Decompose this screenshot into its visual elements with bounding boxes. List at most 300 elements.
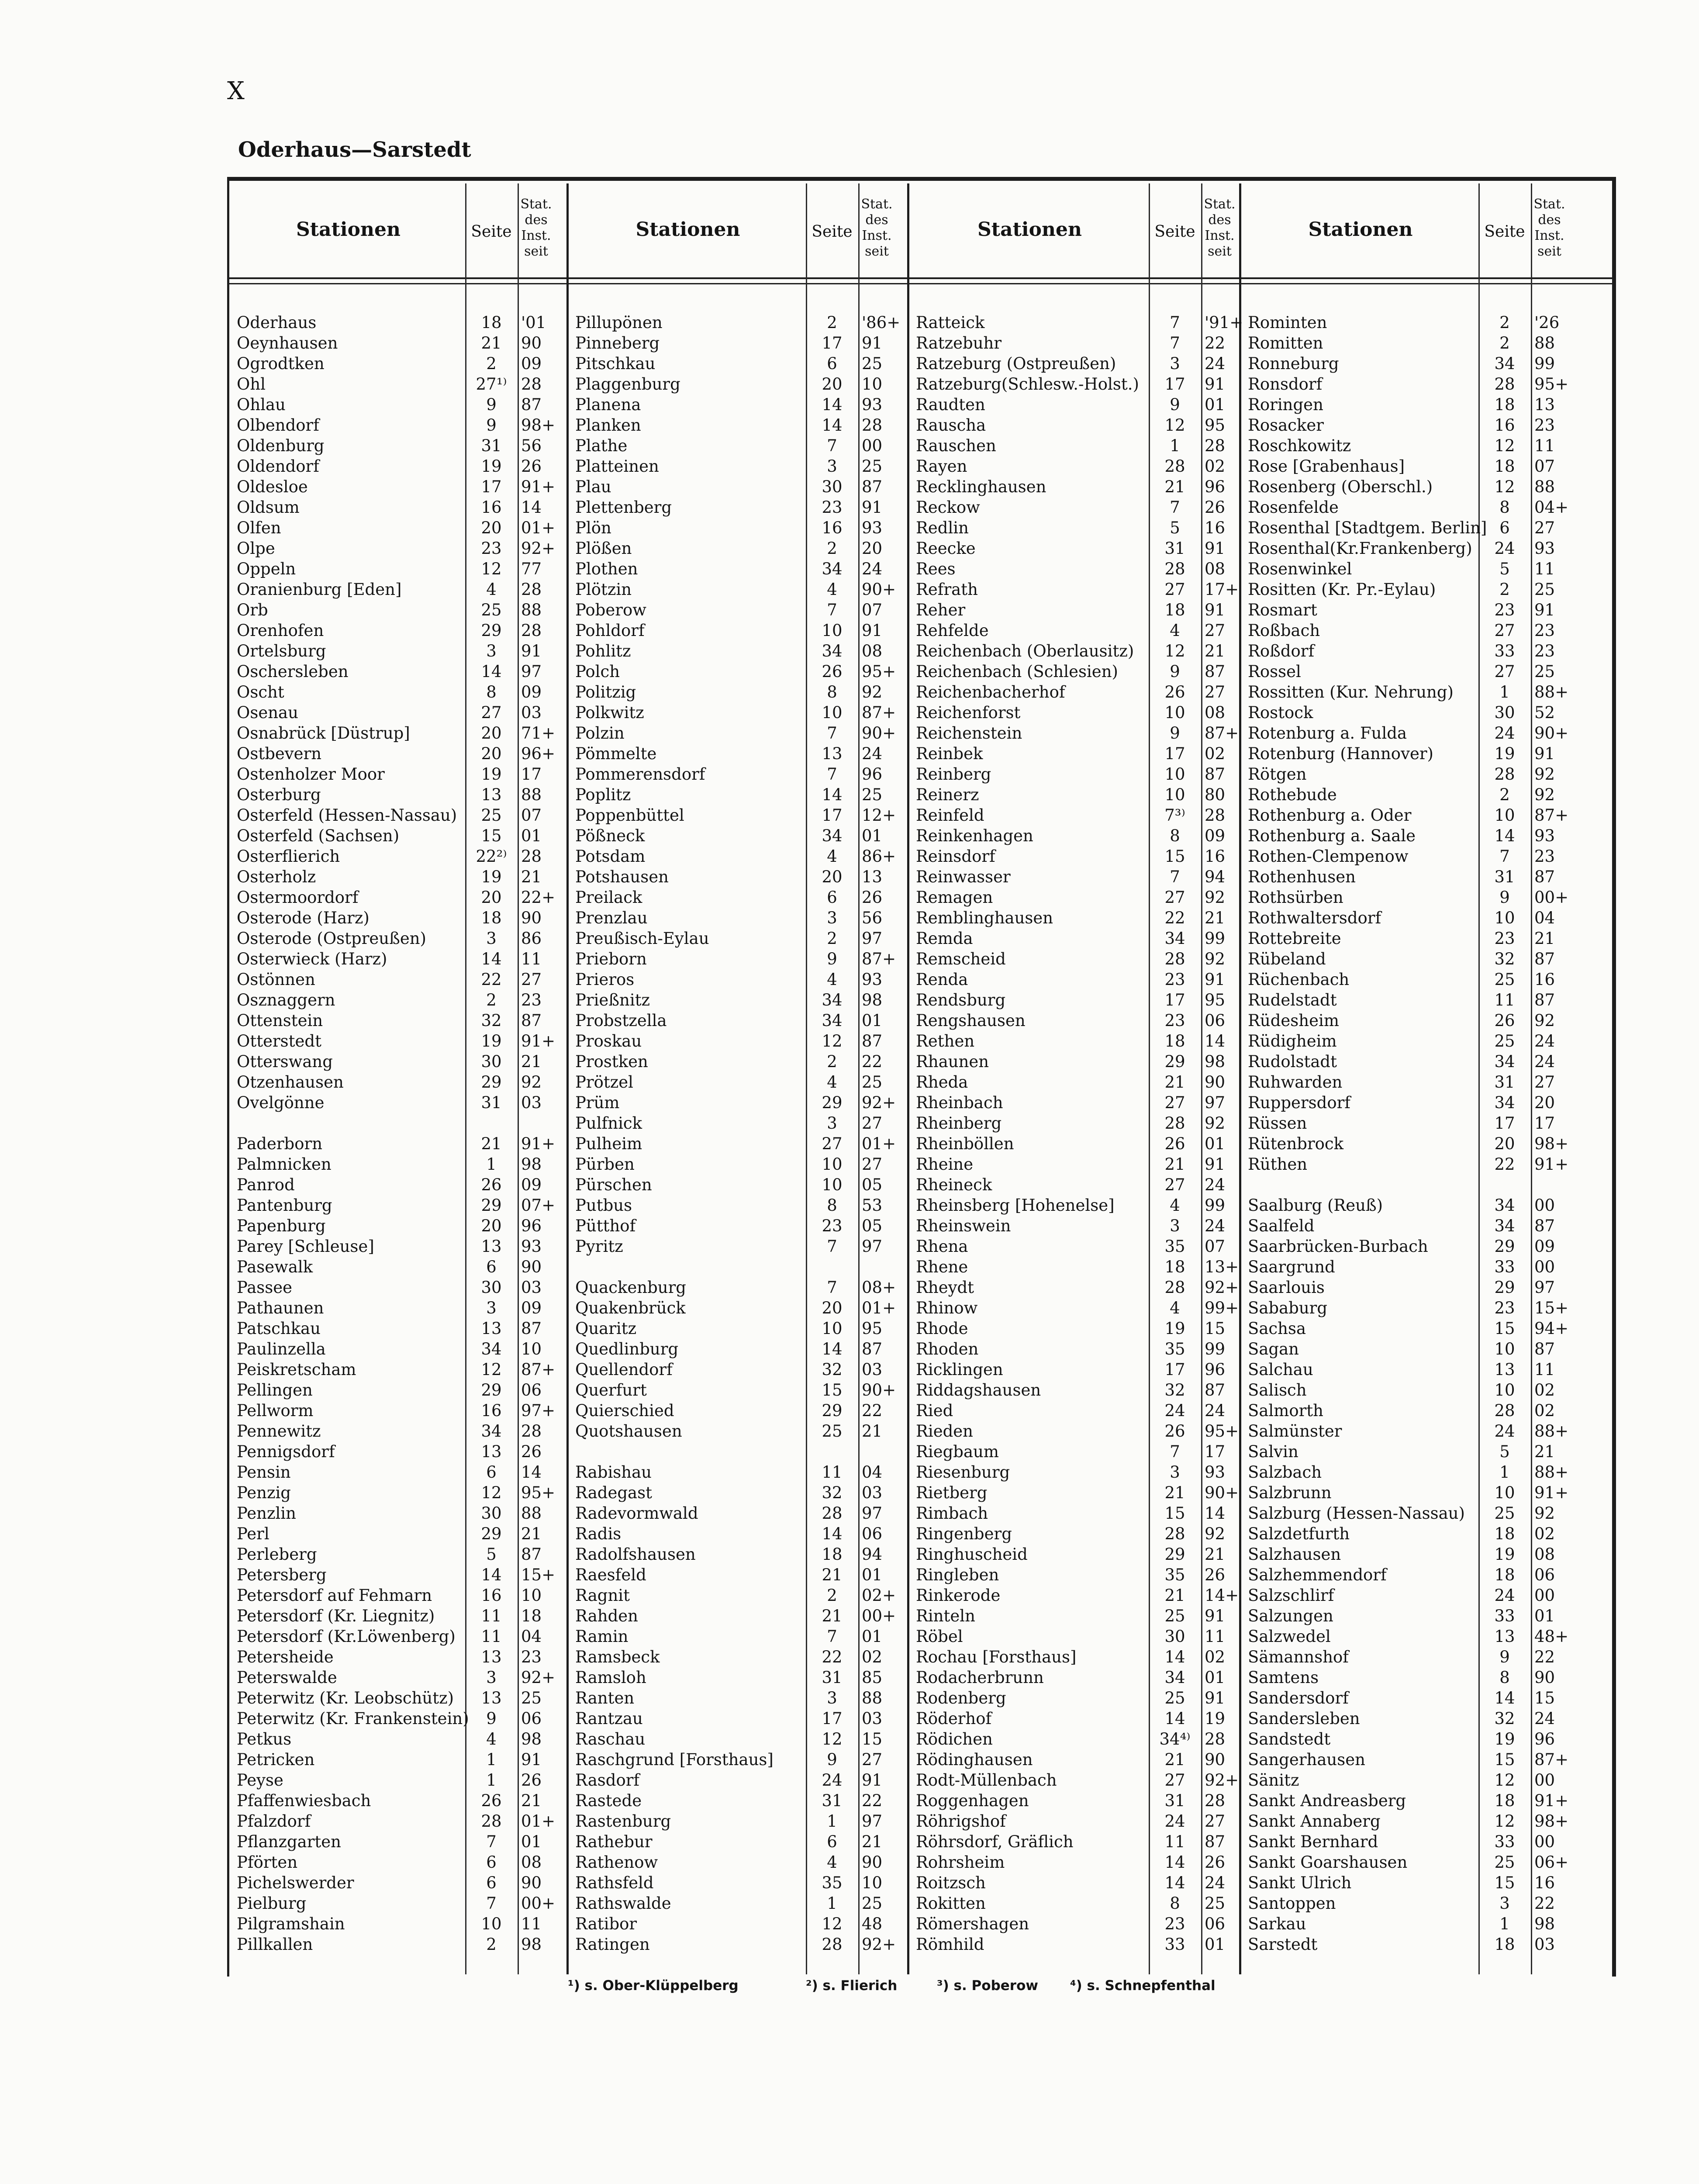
station-name: Salzdetfurth <box>1248 1524 1350 1543</box>
page-ref: 10 <box>822 703 843 722</box>
page-ref: 9 <box>486 1709 497 1728</box>
table-row <box>575 1585 907 1606</box>
station-name: Rauschen <box>916 436 996 455</box>
station-name: Rheinsberg [Hohenelse] <box>916 1196 1115 1215</box>
page-ref: 27 <box>1494 621 1515 640</box>
station-name: Röhrigshof <box>916 1812 1006 1831</box>
table-row <box>575 1175 907 1195</box>
since-year: 17 <box>1534 1114 1555 1133</box>
page-ref: 28 <box>1164 1278 1185 1297</box>
table-row <box>1248 579 1606 600</box>
page-ref: 18 <box>1164 1032 1185 1051</box>
table-row <box>237 1175 566 1195</box>
page-ref: 15 <box>1164 1504 1185 1523</box>
page-ref: 3 <box>1499 1894 1510 1913</box>
table-row <box>237 826 566 846</box>
since-year: 26 <box>521 457 542 476</box>
table-row <box>237 1832 566 1852</box>
page-ref: 4 <box>1170 621 1180 640</box>
station-name: Rüchenbach <box>1248 970 1350 989</box>
header-stat-line: des <box>1538 212 1561 228</box>
table-row <box>237 1298 566 1318</box>
since-year: 14 <box>521 498 542 517</box>
page-ref: 22 <box>822 1648 843 1666</box>
since-year: 87 <box>862 1032 883 1051</box>
column-divider <box>907 183 909 1974</box>
since-year: 91+ <box>1534 1791 1569 1810</box>
table-row <box>1248 1298 1606 1318</box>
since-year: 80 <box>1205 785 1226 804</box>
since-year: 48+ <box>1534 1627 1569 1646</box>
since-year: 11 <box>1534 1360 1555 1379</box>
station-name: Rheydt <box>916 1278 974 1297</box>
page-ref: 12 <box>822 1032 843 1051</box>
page-ref: 32 <box>1164 1381 1185 1400</box>
page-ref: 14 <box>1164 1709 1185 1728</box>
table-row <box>1248 1010 1606 1031</box>
station-name: Pellingen <box>237 1381 313 1400</box>
since-year: 87 <box>1205 1381 1226 1400</box>
page-ref: 30 <box>822 477 843 496</box>
page-ref: 10 <box>1494 909 1515 927</box>
page-ref: 16 <box>481 498 502 517</box>
station-name: Rhaunen <box>916 1052 989 1071</box>
since-year: 27 <box>1534 518 1555 537</box>
table-row <box>916 1524 1239 1544</box>
table-row <box>1248 374 1606 394</box>
since-year: 05 <box>862 1175 883 1194</box>
table-row <box>575 846 907 867</box>
table-row <box>1248 1072 1606 1092</box>
page-ref: 18 <box>1494 1935 1515 1954</box>
station-name: Radegast <box>575 1483 652 1502</box>
since-year: 90 <box>521 1258 542 1276</box>
station-name: Pflanzgarten <box>237 1832 341 1851</box>
since-year: 26 <box>1205 498 1226 517</box>
station-name: Ratibor <box>575 1914 637 1933</box>
since-year: 01 <box>521 826 542 845</box>
station-name: Oscht <box>237 683 284 702</box>
table-row <box>1248 1277 1606 1298</box>
table-row <box>575 969 907 990</box>
page-ref: 24 <box>1494 724 1515 743</box>
page-ref: 3 <box>486 1299 497 1317</box>
table-row <box>916 1914 1239 1934</box>
station-name: Ottenstein <box>237 1011 323 1030</box>
table-row <box>237 743 566 764</box>
since-year: 96 <box>521 1216 542 1235</box>
station-name: Prötzel <box>575 1073 633 1092</box>
station-name: Osterode (Harz) <box>237 909 369 927</box>
station-name: Remblinghausen <box>916 909 1053 927</box>
page-ref: 10 <box>1494 1340 1515 1358</box>
station-name: Rhinow <box>916 1299 978 1317</box>
since-year: 27 <box>862 1750 883 1769</box>
table-row <box>1248 394 1606 415</box>
station-name: Remscheid <box>916 950 1006 968</box>
page-ref: 28 <box>1494 375 1515 394</box>
table-row <box>237 456 566 477</box>
page-ref: 12 <box>481 1360 502 1379</box>
page-ref: 17 <box>822 1709 843 1728</box>
station-name: Pinneberg <box>575 334 660 352</box>
since-year: 87 <box>521 1545 542 1564</box>
page-ref: 23 <box>1164 1914 1185 1933</box>
since-year: 19 <box>1205 1709 1226 1728</box>
since-year: 77 <box>521 560 542 578</box>
page-ref: 2 <box>827 313 837 332</box>
since-year: 17 <box>521 765 542 784</box>
station-name: Salvin <box>1248 1442 1298 1461</box>
station-name: Rheineck <box>916 1175 992 1194</box>
since-year: 91+ <box>521 477 556 496</box>
since-year: 97 <box>1534 1278 1555 1297</box>
since-year: 03 <box>1534 1935 1555 1954</box>
page-ref: 10 <box>1164 785 1185 804</box>
since-year: 01+ <box>521 1812 556 1831</box>
page-ref: 14 <box>1494 1689 1515 1707</box>
table-row <box>237 559 566 579</box>
station-name: Perleberg <box>237 1545 317 1564</box>
station-name: Rosenthal [Stadtgem. Berlin] <box>1248 518 1487 537</box>
page-ref: 7 <box>827 1627 837 1646</box>
table-row <box>1248 1339 1606 1359</box>
page-ref: 7 <box>1170 867 1180 886</box>
table-row <box>237 805 566 826</box>
page-ref: 34 <box>822 991 843 1009</box>
page-ref: 29 <box>481 1073 502 1092</box>
since-year: 01+ <box>521 518 556 537</box>
station-name: Otzenhausen <box>237 1073 344 1092</box>
page-ref: 23 <box>822 1216 843 1235</box>
since-year: 91 <box>1534 744 1555 763</box>
table-row <box>1248 353 1606 374</box>
station-name: Rodenberg <box>916 1689 1006 1707</box>
station-name: Rendsburg <box>916 991 1006 1009</box>
page-ref: 9 <box>827 950 837 968</box>
table-row <box>916 867 1239 887</box>
table-row <box>575 1010 907 1031</box>
station-name: Rothenburg a. Saale <box>1248 826 1416 845</box>
table-row <box>1248 1914 1606 1934</box>
page-ref: 30 <box>1494 703 1515 722</box>
table-row <box>916 1380 1239 1400</box>
since-year: 06 <box>1534 1565 1555 1584</box>
page-ref: 27 <box>1164 888 1185 907</box>
page-ref: 8 <box>827 1196 837 1215</box>
page-ref: 20 <box>481 724 502 743</box>
page-ref: 3 <box>486 642 497 660</box>
station-name: Oldenburg <box>237 436 325 455</box>
since-year: 09 <box>521 1175 542 1194</box>
station-name: Passee <box>237 1278 293 1297</box>
table-row <box>916 1421 1239 1441</box>
since-year: 22 <box>862 1791 883 1810</box>
table-row <box>916 394 1239 415</box>
page-ref: 29 <box>822 1401 843 1420</box>
page-ref: 23 <box>1164 1011 1185 1030</box>
since-year: 26 <box>521 1771 542 1790</box>
since-year: 21 <box>521 1524 542 1543</box>
since-year: 91 <box>862 498 883 517</box>
station-name: Pohlitz <box>575 642 631 660</box>
table-row <box>916 435 1239 456</box>
since-year: 27 <box>862 1114 883 1133</box>
header-stat-line: des <box>525 212 548 228</box>
since-year: 96+ <box>521 744 556 763</box>
since-year: 01 <box>1205 1134 1226 1153</box>
since-year: 01+ <box>862 1299 896 1317</box>
station-name: Pielburg <box>237 1894 307 1913</box>
since-year: 53 <box>862 1196 883 1215</box>
since-year: 17+ <box>1205 580 1239 599</box>
since-year: 00 <box>1534 1586 1555 1605</box>
station-name: Samtens <box>1248 1668 1319 1687</box>
table-row <box>237 333 566 353</box>
page-ref: 5 <box>486 1545 497 1564</box>
station-name: Petkus <box>237 1730 292 1749</box>
page-ref: 3 <box>827 1689 837 1707</box>
table-row <box>575 1380 907 1400</box>
table-row <box>916 1667 1239 1688</box>
station-name: Penzig <box>237 1483 291 1502</box>
page-ref: 21 <box>822 1565 843 1584</box>
page-ref: 12 <box>822 1914 843 1933</box>
page-ref: 25 <box>1494 970 1515 989</box>
station-name: Ratingen <box>575 1935 650 1954</box>
station-name: Ronneburg <box>1248 354 1339 373</box>
station-name: Potsdam <box>575 847 646 866</box>
table-row <box>237 990 566 1010</box>
since-year: 00 <box>1534 1771 1555 1790</box>
since-year: 97 <box>862 1504 883 1523</box>
header-seite: Seite <box>1484 223 1525 241</box>
since-year: 93 <box>862 970 883 989</box>
since-year: 10 <box>521 1340 542 1358</box>
page-ref: 11 <box>822 1463 843 1482</box>
since-year: 96 <box>1534 1730 1555 1749</box>
station-name: Rheine <box>916 1155 974 1174</box>
station-name: Querfurt <box>575 1381 647 1400</box>
page-ref: 7 <box>827 436 837 455</box>
page-ref: 19 <box>1494 744 1515 763</box>
station-name: Rothen-Clempenow <box>1248 847 1409 866</box>
page-ref: 7 <box>827 1237 837 1256</box>
station-name: Salzburg (Hessen-Nassau) <box>1248 1504 1465 1523</box>
table-row <box>1248 928 1606 949</box>
station-name: Reichenbach (Oberlausitz) <box>916 642 1134 660</box>
page-ref: 27 <box>1164 1093 1185 1112</box>
page-ref: 13 <box>481 1442 502 1461</box>
station-name: Prenzlau <box>575 909 648 927</box>
station-name: Osterode (Ostpreußen) <box>237 929 426 948</box>
header-stat-line: Inst. <box>862 228 892 243</box>
since-year: 99 <box>1205 1340 1226 1358</box>
since-year: '86+ <box>862 313 901 332</box>
since-year: 91 <box>862 334 883 352</box>
page-ref: 28 <box>1164 950 1185 968</box>
since-year: 86+ <box>862 847 896 866</box>
since-year: 91+ <box>1534 1483 1569 1502</box>
table-row <box>575 1749 907 1770</box>
station-name: Probstzella <box>575 1011 667 1030</box>
station-name: Paulinzella <box>237 1340 326 1358</box>
page-ref: 12 <box>1494 1812 1515 1831</box>
table-row <box>237 1257 566 1277</box>
station-name: Rossitten (Kur. Nehrung) <box>1248 683 1454 702</box>
since-year: '01 <box>521 313 546 332</box>
station-name: Poplitz <box>575 785 631 804</box>
since-year: 90 <box>1534 1668 1555 1687</box>
since-year: 23 <box>1534 847 1555 866</box>
table-row <box>916 1400 1239 1421</box>
table-row <box>237 1072 566 1092</box>
station-name: Roßbach <box>1248 621 1320 640</box>
table-row <box>237 723 566 743</box>
table-row <box>916 1873 1239 1893</box>
since-year: 95 <box>1205 991 1226 1009</box>
page-ref: 19 <box>481 765 502 784</box>
page-ref: 28 <box>1164 1524 1185 1543</box>
table-row <box>237 1462 566 1482</box>
since-year: 28 <box>862 416 883 435</box>
table-row <box>916 1257 1239 1277</box>
station-name: Rütenbrock <box>1248 1134 1344 1153</box>
table-row <box>575 1852 907 1873</box>
page-ref: 4 <box>486 580 497 599</box>
page-ref: 7 <box>486 1894 497 1913</box>
table-row <box>237 312 566 333</box>
since-year: '91+ <box>1205 313 1243 332</box>
page-ref: 21 <box>1164 1586 1185 1605</box>
since-year: 24 <box>1205 1401 1226 1420</box>
table-row <box>1248 1380 1606 1400</box>
station-name: Roggenhagen <box>916 1791 1029 1810</box>
since-year: 23 <box>521 1648 542 1666</box>
table-row <box>916 1482 1239 1503</box>
since-year: 11 <box>1534 560 1555 578</box>
table-row <box>237 1873 566 1893</box>
table-row <box>237 1092 566 1113</box>
table-row <box>916 600 1239 620</box>
table-row <box>1248 990 1606 1010</box>
station-name: Petersdorf (Kr. Liegnitz) <box>237 1607 435 1625</box>
page-ref: 14 <box>1494 826 1515 845</box>
station-name: Rüdesheim <box>1248 1011 1339 1030</box>
page-ref: 8 <box>1170 1894 1180 1913</box>
station-name: Rinkerode <box>916 1586 1001 1605</box>
table-row <box>916 1729 1239 1749</box>
since-year: 56 <box>862 909 883 927</box>
page-ref: 21 <box>1164 1750 1185 1769</box>
table-row <box>916 1195 1239 1216</box>
table-row <box>237 1790 566 1811</box>
station-name: Sababurg <box>1248 1299 1328 1317</box>
station-name: Romitten <box>1248 334 1323 352</box>
table-row <box>575 1647 907 1667</box>
since-year: 28 <box>1205 1730 1226 1749</box>
page-ref: 34 <box>1164 1668 1185 1687</box>
page-ref: 12 <box>1164 642 1185 660</box>
table-row <box>916 1811 1239 1832</box>
page-ref: 7 <box>827 601 837 619</box>
since-year: 01 <box>862 826 883 845</box>
table-row <box>237 908 566 928</box>
page-ref: 9 <box>486 416 497 435</box>
page-ref: 35 <box>1164 1237 1185 1256</box>
table-row <box>237 1441 566 1462</box>
table-row <box>575 702 907 723</box>
station-name: Ricklingen <box>916 1360 1003 1379</box>
since-year: 95+ <box>1205 1422 1239 1441</box>
since-year: 25 <box>521 1689 542 1707</box>
running-head: Oderhaus—Sarstedt <box>238 138 471 162</box>
table-row <box>237 1811 566 1832</box>
header-stat-line: Stat. <box>861 197 893 212</box>
station-name: Radolfshausen <box>575 1545 696 1564</box>
station-name: Reher <box>916 601 966 619</box>
station-name: Reinerz <box>916 785 979 804</box>
station-name: Raschau <box>575 1730 646 1749</box>
table-row <box>237 1421 566 1441</box>
table-row <box>916 333 1239 353</box>
station-name: Rathsfeld <box>575 1873 654 1892</box>
page-ref: 8 <box>486 683 497 702</box>
page-ref: 28 <box>1164 457 1185 476</box>
station-name: Sankt Ulrich <box>1248 1873 1352 1892</box>
station-name: Rothenhusen <box>1248 867 1356 886</box>
station-name: Reecke <box>916 539 976 558</box>
page-ref: 34 <box>822 1011 843 1030</box>
station-name: Rötgen <box>1248 765 1307 784</box>
since-year: 98 <box>521 1935 542 1954</box>
header-stationen: Stationen <box>1308 218 1413 241</box>
station-name: Plathe <box>575 436 628 455</box>
since-year: 24 <box>1534 1052 1555 1071</box>
station-name: Putbus <box>575 1196 632 1215</box>
station-name: Raschgrund [Forsthaus] <box>575 1750 774 1769</box>
station-name: Osterfeld (Hessen-Nassau) <box>237 806 457 825</box>
table-row <box>575 1257 907 1277</box>
station-name: Sangerhausen <box>1248 1750 1365 1769</box>
table-row <box>1248 1400 1606 1421</box>
since-year: 24 <box>1205 354 1226 373</box>
since-year: 90 <box>862 1853 883 1872</box>
table-row <box>916 1154 1239 1175</box>
station-name: Oldesloe <box>237 477 308 496</box>
station-name: Sänitz <box>1248 1771 1299 1790</box>
table-row <box>916 1832 1239 1852</box>
since-year: 03 <box>862 1709 883 1728</box>
page-ref: 20 <box>481 518 502 537</box>
page-ref: 14 <box>1164 1873 1185 1892</box>
table-row <box>237 1339 566 1359</box>
station-name: Reinberg <box>916 765 991 784</box>
station-name: Perl <box>237 1524 269 1543</box>
header-stationen: Stationen <box>296 218 401 241</box>
table-row <box>237 1482 566 1503</box>
station-name: Petersheide <box>237 1648 334 1666</box>
since-year: 01 <box>1534 1607 1555 1625</box>
page-ref: 4 <box>827 1073 837 1092</box>
station-name: Pitschkau <box>575 354 656 373</box>
station-name: Osterflierich <box>237 847 340 866</box>
station-name: Rantzau <box>575 1709 643 1728</box>
table-row <box>575 1462 907 1482</box>
since-year: 06 <box>1205 1011 1226 1030</box>
table-row <box>916 1708 1239 1729</box>
since-year: 98 <box>521 1155 542 1174</box>
